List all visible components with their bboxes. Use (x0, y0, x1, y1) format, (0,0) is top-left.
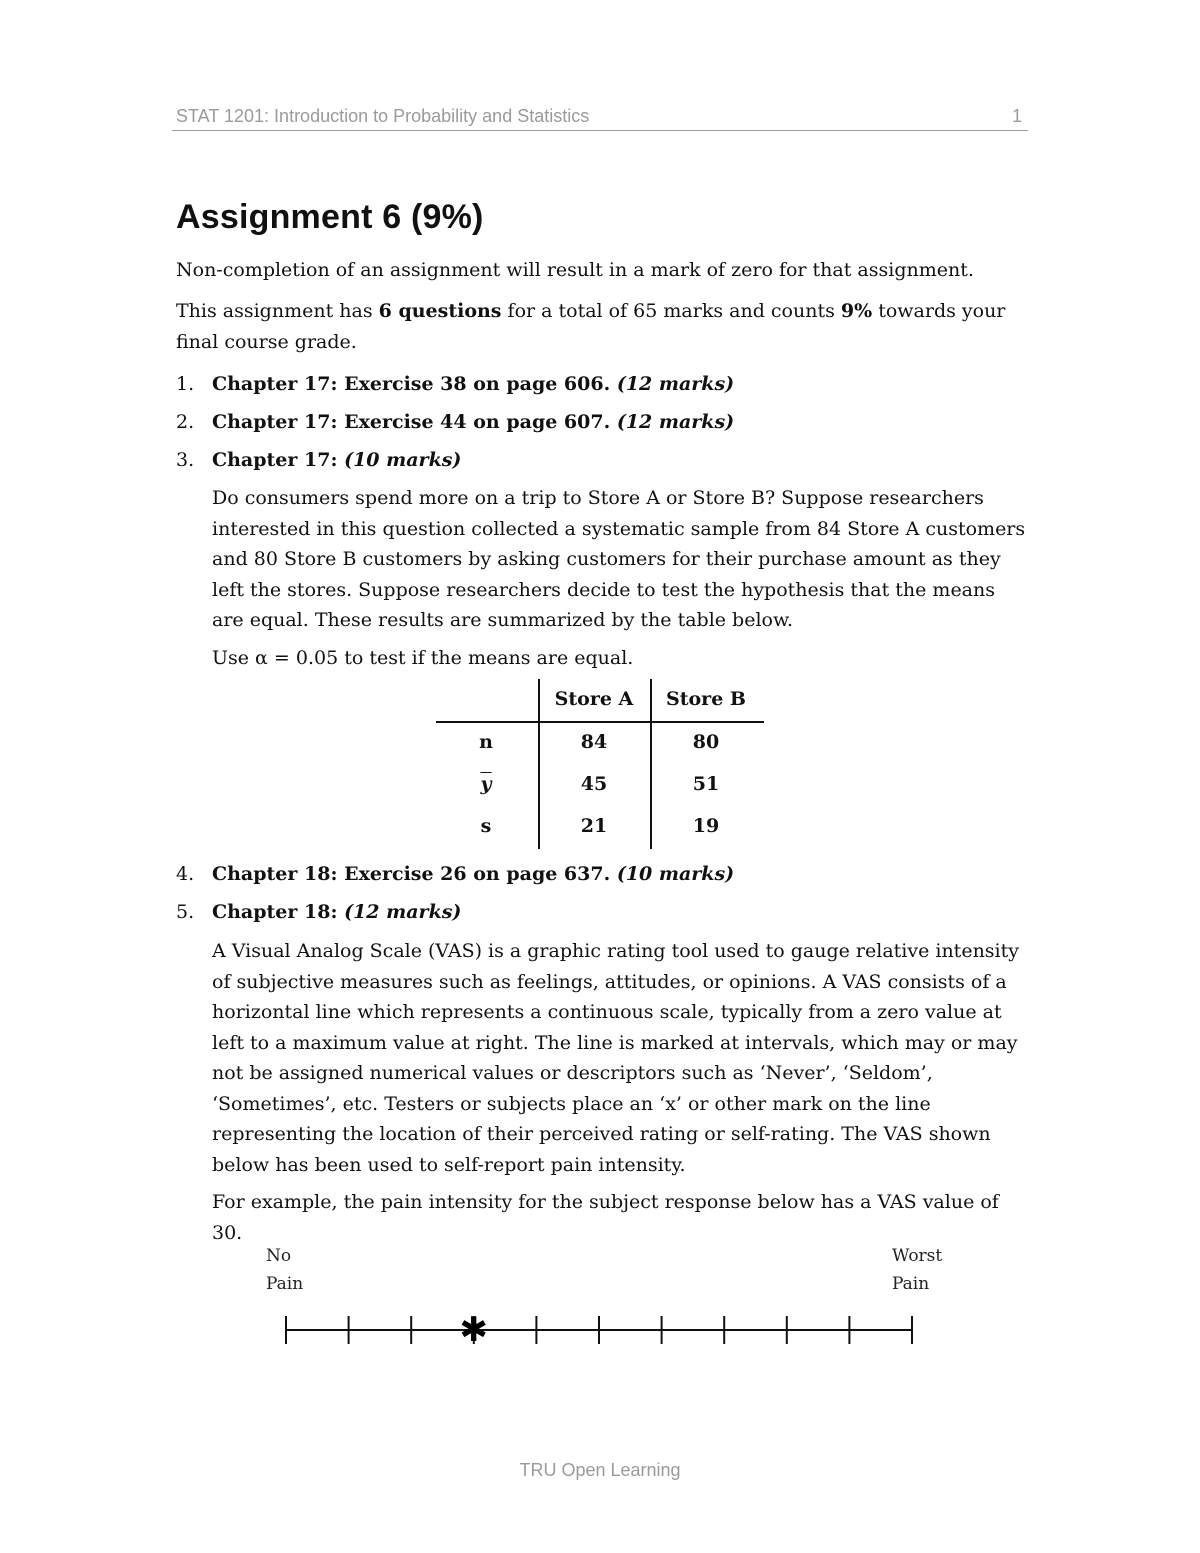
table-row-label: n (479, 731, 493, 753)
intro-paragraph-1: Non-completion of an assignment will result in a mark of zero for that assignment. (176, 259, 974, 281)
table-cell: 84 (580, 731, 608, 753)
question-5-number: 5. (176, 901, 195, 923)
table-cell: 51 (692, 773, 720, 795)
vas-left-label: No Pain (266, 1246, 304, 1294)
course-title: STAT 1201: Introduction to Probability and Statistics (176, 106, 590, 126)
assignment-title: Assignment 6 (9%) (176, 198, 484, 236)
page-header (172, 106, 1028, 131)
question-3-alpha: Use α = 0.05 to test if the means are equal. (212, 647, 634, 669)
table-row-label: $\overline{y}$ (480, 773, 492, 795)
table-cell: 80 (692, 731, 720, 753)
question-4-heading: Chapter 18: Exercise 26 on page 637. (10 marks) (212, 863, 735, 885)
store-summary-table (436, 679, 764, 849)
question-1-number: 1. (176, 373, 195, 395)
weight-percent: 9% (840, 300, 873, 322)
question-3-heading: Chapter 17: (10 marks) (212, 449, 462, 471)
table-header-store-a: Store A (554, 688, 634, 710)
question-count: 6 questions (378, 300, 502, 322)
question-5-heading: Chapter 18: (12 marks) (212, 901, 462, 923)
question-5-example: For example, the pain intensity for the subject response below has a VAS value of 30. (212, 1191, 999, 1244)
question-2-number: 2. (176, 411, 195, 433)
question-3-number: 3. (176, 449, 195, 471)
question-1-heading: Chapter 17: Exercise 38 on page 606. (12 marks) (212, 373, 735, 395)
table-header-store-b: Store B (666, 688, 746, 710)
table-row-label: s (480, 815, 492, 837)
visual-analog-scale (270, 1310, 930, 1350)
vas-marker: ✱ (459, 1310, 489, 1350)
table-cell: 45 (580, 773, 608, 795)
intro-paragraph-2: This assignment has 6 questions for a total of 65 marks and counts 9% towards your final course grade. (176, 300, 1006, 353)
question-3-body: Do consumers spend more on a trip to Store A or Store B? Suppose researchers interested in this question collected a systematic sample from 84 Store A customers and 80 Store B customers by asking customers for their purchase amount as they left the stores. Suppose researchers decide to test the hypothesis that the means are equal. These results are summarized by the table below. (212, 487, 1026, 631)
question-5-body: A Visual Analog Scale (VAS) is a graphic rating tool used to gauge relative intensity of subjective measures such as feelings, attitudes, or opinions. A VAS consists of a horizontal line which represents a continuous scale, typically from a zero value at left to a maximum value at right. The line is marked at intervals, which may or may not be assigned numerical values or descriptors such as ‘Never’, ‘Seldom’, ‘Sometimes’, etc. Testers or subjects place an ‘x’ or other mark on the line representing the location of their perceived rating or self-rating. The VAS shown below has been used to self-report pain intensity. (212, 940, 1019, 1176)
question-2-heading: Chapter 17: Exercise 44 on page 607. (12 marks) (212, 411, 735, 433)
page-number: 1 (1011, 106, 1022, 126)
question-4-number: 4. (176, 863, 195, 885)
page-footer: TRU Open Learning (519, 1460, 681, 1480)
table-cell: 19 (692, 815, 720, 837)
vas-right-label: Worst Pain (892, 1246, 943, 1294)
table-cell: 21 (580, 815, 608, 837)
